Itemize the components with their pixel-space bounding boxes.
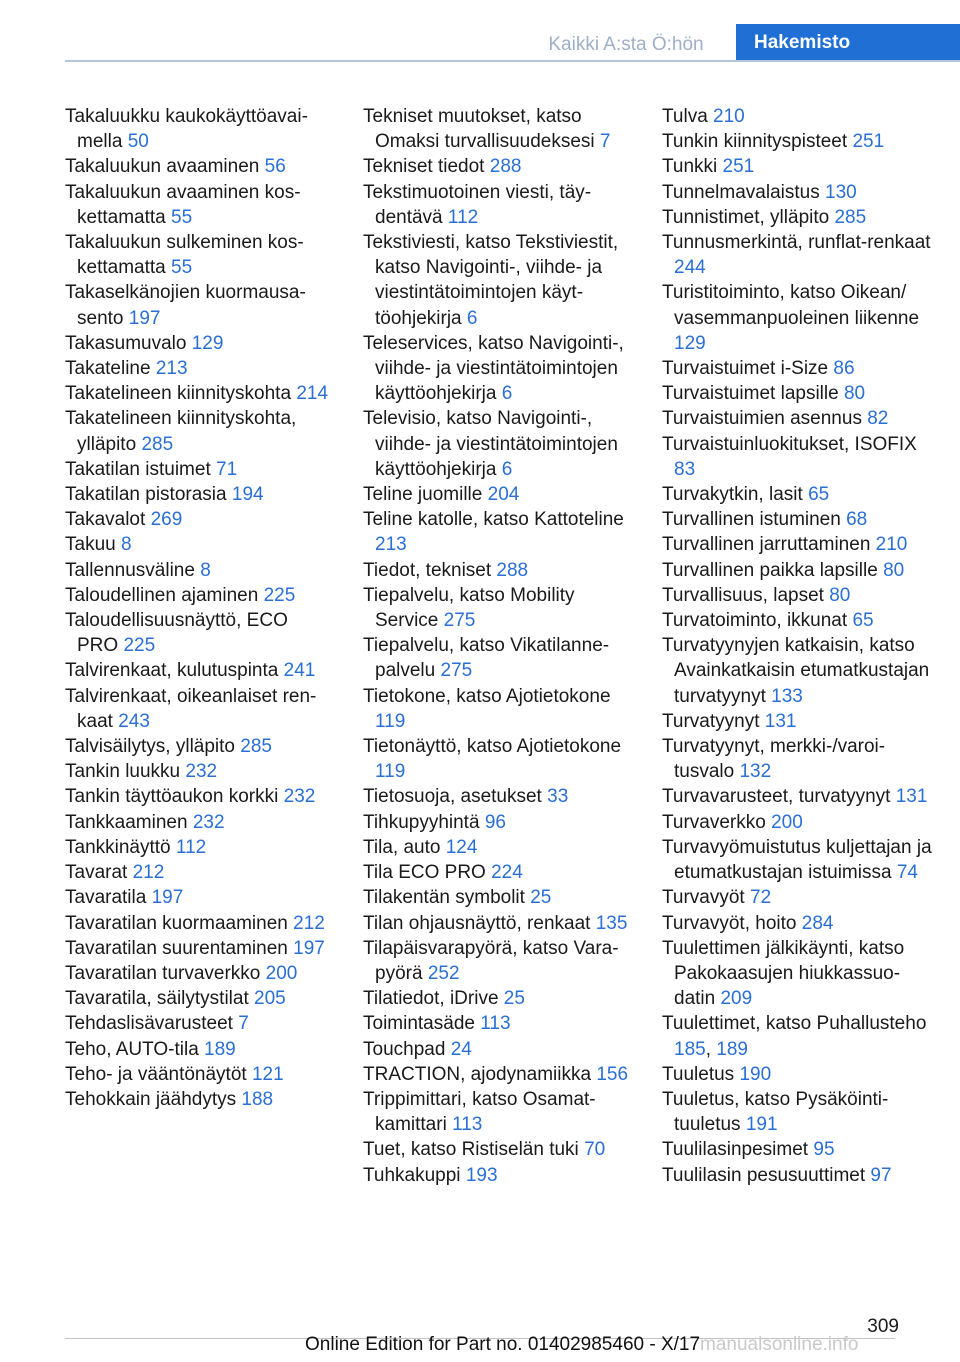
page-link[interactable]: 113: [452, 1114, 483, 1136]
index-entry-term: Tuulettimet, katso Puhallusteho: [662, 1013, 927, 1035]
index-entry-term: Toimintasäde: [363, 1013, 475, 1035]
index-entry-term: Turvaistuinluokitukset, ISOFIX: [662, 433, 917, 455]
index-entry: [662, 507, 932, 532]
index-entry-term: Turvallinen paikka lapsille: [662, 559, 878, 581]
index-entry-term: Taloudellinen ajaminen: [65, 584, 259, 606]
page-link[interactable]: 241: [283, 660, 316, 682]
index-entry-term: Tallennusväline: [65, 559, 195, 581]
index-entry-term: Televisio, katso Navigointi-, viihde- ja viestintätoimintojen käyttöohjekirja: [363, 408, 618, 480]
index-entry-term: Takateline: [65, 358, 151, 380]
page-link[interactable]: 119: [375, 761, 406, 783]
index-entry-term: Tavaratilan kuormaaminen: [65, 912, 288, 934]
index-entry: [363, 230, 631, 331]
page-link[interactable]: 232: [283, 786, 316, 808]
index-entry: [65, 558, 333, 583]
page-link[interactable]: 275: [443, 610, 476, 632]
index-entry: [363, 507, 631, 557]
page-link[interactable]: 86: [833, 358, 855, 380]
index-entry: [662, 432, 932, 482]
index-entry: [363, 885, 631, 910]
page-link[interactable]: 285: [141, 433, 174, 455]
index-entry-term: Tietosuoja, asetukset: [363, 786, 542, 808]
page-link[interactable]: 8: [120, 534, 132, 556]
edition-text: Online Edition for Part no. 01402985460 - X/17: [305, 1334, 701, 1355]
index-entry-term: Tiepalvelu, katso Mobility Service: [363, 584, 575, 632]
page-link[interactable]: 56: [264, 156, 286, 178]
index-entry-term: Takuu: [65, 534, 116, 556]
page-link[interactable]: 188: [241, 1088, 274, 1110]
page-link[interactable]: 200: [265, 962, 298, 984]
page-link[interactable]: 80: [843, 383, 866, 405]
index-entry: [662, 911, 932, 936]
page-link[interactable]: 135: [595, 912, 628, 934]
page-link[interactable]: 65: [808, 484, 830, 506]
index-entry-term: Tavaratila, säilytystilat: [65, 988, 249, 1010]
index-entry: [363, 860, 631, 885]
header-divider: [65, 60, 960, 62]
page-link[interactable]: 189: [204, 1038, 236, 1060]
index-entry: [65, 507, 333, 532]
page-link[interactable]: 24: [450, 1038, 472, 1060]
page-link[interactable]: 7: [238, 1013, 249, 1035]
index-entry: [662, 734, 932, 784]
index-entry: [65, 1011, 333, 1036]
index-entry: [65, 331, 333, 356]
index-entry-term: Tankin luukku: [65, 761, 181, 783]
index-entry-term: Teho, AUTO-tila: [65, 1038, 199, 1060]
page-link[interactable]: 55: [171, 257, 193, 279]
page-link[interactable]: 193: [465, 1164, 498, 1186]
index-entry-term: Tietokone, katso Ajotietokone: [363, 685, 611, 707]
page-link[interactable]: 194: [231, 484, 264, 506]
page-link[interactable]: 209: [720, 988, 753, 1010]
page-link[interactable]: 285: [834, 206, 867, 228]
page-link[interactable]: 25: [503, 988, 525, 1010]
page-link[interactable]: 80: [883, 559, 905, 581]
index-entry: [363, 482, 631, 507]
page-link[interactable]: 225: [123, 635, 156, 657]
index-entry-term: Turvallinen istuminen: [662, 509, 841, 531]
index-entry: [662, 129, 932, 154]
index-entry: [662, 1137, 932, 1162]
index-entry: [65, 356, 333, 381]
index-entry-term: Takaluukun avaaminen: [65, 156, 260, 178]
page-link[interactable]: 204: [487, 484, 520, 506]
index-entry-term: Turvaistuimet i-Size: [662, 358, 829, 380]
index-entry: [363, 154, 631, 179]
page-link[interactable]: 189: [716, 1038, 748, 1060]
index-entry: [662, 709, 932, 734]
index-entry: [662, 356, 932, 381]
index-entry: [65, 406, 333, 456]
page-link[interactable]: 112: [175, 836, 207, 858]
page-link[interactable]: 68: [846, 509, 868, 531]
page-link[interactable]: 213: [155, 358, 188, 380]
index-entry-term: Trippimittari, katso Osamatkamittari: [363, 1088, 596, 1136]
index-entry-term: Tunkin kiinnityspisteet: [662, 131, 848, 153]
index-entry: [363, 784, 631, 809]
page-link[interactable]: 213: [375, 534, 407, 556]
index-entry: [65, 759, 333, 784]
index-entry: [662, 608, 932, 633]
index-entry: [363, 406, 631, 482]
page-link[interactable]: 156: [596, 1063, 629, 1085]
page-link[interactable]: 95: [813, 1139, 835, 1161]
page-link[interactable]: 252: [427, 962, 460, 984]
index-entry-term: Tavaratilan suurentaminen: [65, 937, 288, 959]
index-entry-term: Takatilan pistorasia: [65, 484, 227, 506]
index-entry: [662, 784, 932, 809]
index-entry-term: Tavaratilan turvaverkko: [65, 962, 261, 984]
page-link[interactable]: 224: [491, 862, 523, 884]
index-entry: [65, 860, 333, 885]
index-entry-term: Turvavyömuistutus kuljettajan ja etumatkustajan istuimissa: [662, 836, 932, 884]
index-entry-term: Turvaistuimet lapsille: [662, 383, 839, 405]
page-link[interactable]: 6: [501, 458, 513, 480]
page-link[interactable]: 25: [530, 887, 552, 909]
page-link[interactable]: 6: [466, 307, 478, 329]
index-entry-term: Tankin täyttöaukon korkki: [65, 786, 279, 808]
index-entry-term: Tihkupyyhintä: [363, 811, 480, 833]
index-entry: Tuulettimet, katso Puhallusteho 185, 189: [662, 1013, 927, 1060]
index-entry: [65, 911, 333, 936]
page-link[interactable]: 251: [722, 156, 755, 178]
page-header: [0, 24, 960, 62]
index-entry: [363, 583, 631, 633]
index-entry-term: Tilakentän symbolit: [363, 887, 525, 909]
page-link[interactable]: 74: [896, 862, 918, 884]
page-link[interactable]: 113: [480, 1013, 511, 1035]
index-entry: [65, 684, 333, 734]
index-entry-term: Tila ECO PRO: [363, 862, 486, 884]
index-entry: [662, 205, 932, 230]
index-entry: [363, 734, 631, 784]
page-link[interactable]: 285: [240, 736, 272, 758]
watermark: manualsonline.info: [700, 1334, 859, 1355]
index-column-3: [662, 104, 932, 1188]
index-entry-term: Turvaistuimien asennus: [662, 408, 862, 430]
page-link[interactable]: 50: [127, 131, 149, 153]
index-entry: [65, 608, 333, 658]
page-link[interactable]: 210: [713, 106, 745, 127]
page-link[interactable]: 275: [440, 660, 473, 682]
index-entry: [363, 936, 631, 986]
index-entry: [662, 230, 932, 280]
page-link[interactable]: 288: [489, 156, 522, 178]
index-entry: [65, 280, 333, 330]
index-entry: [662, 406, 932, 431]
index-entry-term: Talvisäilytys, ylläpito: [65, 736, 235, 758]
page-link[interactable]: 185: [674, 1038, 706, 1060]
index-entry: [65, 734, 333, 759]
page-number: 309: [867, 1316, 899, 1337]
page-link[interactable]: 288: [496, 559, 529, 581]
page-link[interactable]: 70: [584, 1139, 606, 1161]
page-link[interactable]: 225: [263, 584, 296, 606]
index-entry: [662, 180, 932, 205]
index-entry-term: Takavalot: [65, 509, 146, 531]
index-entry: [662, 633, 932, 709]
index-entry: [65, 1062, 333, 1087]
page-link[interactable]: 197: [293, 937, 325, 959]
page-link[interactable]: 65: [852, 610, 874, 632]
page-link[interactable]: 121: [251, 1063, 284, 1085]
page-link[interactable]: 131: [895, 786, 928, 808]
index-entry-term: Takaluukun sulkeminen koskettamatta: [65, 232, 304, 279]
index-entry: [363, 684, 631, 734]
index-entry: [662, 835, 932, 885]
index-entry-term: Turvavyöt: [662, 887, 745, 909]
index-entry-term: Tunkki: [662, 156, 718, 178]
index-entry: [662, 936, 932, 1012]
index-entry-term: Tehokkain jäähdytys: [65, 1088, 237, 1110]
page-link[interactable]: 96: [484, 811, 506, 833]
index-entry: [662, 532, 932, 557]
index-entry-term: Tunnusmerkintä, runflat-renkaat: [662, 232, 931, 254]
page-link[interactable]: 243: [118, 710, 150, 732]
index-entry-term: Taloudellisuusnäyttö, ECO PRO: [65, 610, 288, 657]
index-entry: [65, 1037, 333, 1062]
page-link[interactable]: 71: [216, 458, 238, 480]
page-link[interactable]: 200: [771, 811, 803, 833]
index-entry-term: Tuulettimen jälkikäynti, katso Pakokaasujen hiukkassuodatin: [662, 937, 905, 1010]
index-entry-term: Turvallinen jarruttaminen: [662, 534, 871, 556]
index-entry-term: TRACTION, ajodynamiikka: [363, 1063, 592, 1085]
index-entry: [662, 280, 932, 356]
index-entry-term: Talvirenkaat, kulutuspinta: [65, 660, 279, 682]
index-entry-term: Tehdaslisävarusteet: [65, 1013, 233, 1035]
page-link[interactable]: 7: [599, 131, 611, 153]
page-link[interactable]: 190: [739, 1063, 772, 1085]
page-link[interactable]: 130: [825, 181, 857, 203]
index-entry: [662, 583, 932, 608]
index-entry-term: Takaluukku kaukokäyttöavaimella: [65, 106, 308, 153]
index-entry: [65, 658, 333, 683]
index-entry-term: Tila, auto: [363, 836, 441, 858]
page-link[interactable]: 197: [151, 887, 184, 909]
index-entry-term: Tilan ohjausnäyttö, renkaat: [363, 912, 591, 934]
index-entry: [363, 986, 631, 1011]
index-entry-term: Tiedot, tekniset: [363, 559, 492, 581]
index-entry-term: Tankkaaminen: [65, 811, 188, 833]
page-link[interactable]: 80: [829, 584, 851, 606]
index-entry: [363, 331, 631, 407]
index-entry: [65, 986, 333, 1011]
page-link[interactable]: 191: [745, 1114, 778, 1136]
index-entry-term: Teleservices, katso Navigointi-, viihde- ja viestintätoimintojen käyttöohjekirja: [363, 332, 624, 405]
tab-index[interactable]: Hakemisto: [736, 24, 960, 62]
index-entry-term: Tunnelmavalaistus: [662, 181, 820, 203]
index-entry: [363, 1011, 631, 1036]
index-entry: [65, 961, 333, 986]
index-entry-term: Tuuletus: [662, 1063, 735, 1085]
page-link[interactable]: 33: [547, 786, 569, 808]
page-link[interactable]: 83: [674, 458, 696, 480]
index-entry: [65, 835, 333, 860]
index-entry-term: Turistitoiminto, katso Oikean/ vasemmanpuoleinen liikenne: [662, 282, 920, 329]
index-entry: [65, 810, 333, 835]
index-entry: [662, 810, 932, 835]
index-entry-term: Takaluukun avaaminen koskettamatta: [65, 181, 301, 228]
index-entry-term: Tietonäyttö, katso Ajotietokone: [363, 736, 622, 758]
page-link[interactable]: 55: [171, 206, 193, 228]
index-entry: [662, 154, 932, 179]
index-entry: [65, 154, 333, 179]
index-entry: [65, 104, 333, 154]
page-link[interactable]: 8: [200, 559, 211, 581]
index-entry: [363, 810, 631, 835]
index-entry: [65, 230, 333, 280]
index-entry: [363, 1163, 631, 1188]
page-link[interactable]: 232: [185, 761, 218, 783]
index-entry-term: Turvatoiminto, ikkunat: [662, 610, 848, 632]
index-entry-term: Tekniset tiedot: [363, 156, 485, 178]
index-entry: [65, 482, 333, 507]
page-link[interactable]: 112: [447, 206, 479, 228]
page-link[interactable]: 133: [771, 685, 803, 707]
page-link[interactable]: 214: [296, 383, 329, 405]
index-entry-term: Tulva: [662, 106, 708, 127]
index-entry-term: Tiepalvelu, katso Vikatilannepalvelu: [363, 635, 610, 682]
index-entry: [662, 1163, 932, 1188]
index-entry-term: Tekstiviesti, katso Tekstiviestit, katso Navigointi-, viihde- ja viestintätoimintojen käyttöohjekirja: [363, 232, 619, 329]
index-entry-term: Takaselkänojien kuormausasento: [65, 282, 306, 329]
index-entry: [65, 381, 333, 406]
page-link[interactable]: 119: [375, 710, 406, 732]
index-entry-term: Tekstimuotoinen viesti, täydentävä: [363, 181, 592, 228]
page-link[interactable]: 82: [867, 408, 889, 430]
index-entry: [363, 104, 631, 154]
page-link[interactable]: 205: [254, 988, 286, 1010]
index-entry-term: Takasumuvalo: [65, 332, 187, 354]
index-entry: [662, 381, 932, 406]
page-link[interactable]: 6: [501, 383, 513, 405]
index-entry-term: Teline juomille: [363, 484, 483, 506]
index-entry-term: Turvavyöt, hoito: [662, 912, 797, 934]
index-entry-term: Tunnistimet, ylläpito: [662, 206, 830, 228]
page-link[interactable]: 197: [128, 307, 161, 329]
index-entry-term: Turvatyynyt, merkki-/varoitusvalo: [662, 736, 886, 783]
page-link[interactable]: 212: [132, 862, 165, 884]
index-entry-term: Talvirenkaat, oikeanlaiset renkaat: [65, 685, 317, 732]
page-link[interactable]: 129: [191, 332, 224, 354]
page-link[interactable]: 97: [870, 1164, 892, 1186]
index-entry-term: Takatelineen kiinnityskohta: [65, 383, 292, 405]
index-entry-term: Tankkinäyttö: [65, 836, 171, 858]
page-link[interactable]: 210: [875, 534, 908, 556]
index-entry-term: Turvatyynyt: [662, 710, 760, 732]
index-entry: [662, 104, 932, 129]
index-entry-term: Tavaratila: [65, 887, 147, 909]
index-entry-term: Tilapäisvarapyörä, katso Varapyörä: [363, 937, 619, 984]
index-entry-term: Tuet, katso Ristiselän tuki: [363, 1139, 579, 1161]
index-entry: [65, 1087, 333, 1112]
index-entry: [662, 482, 932, 507]
index-entry-term: Takatilan istuimet: [65, 458, 211, 480]
index-entry: [65, 885, 333, 910]
index-column-2: [363, 104, 631, 1188]
index-entry: [363, 911, 631, 936]
page-link[interactable]: 72: [750, 887, 772, 909]
page-link[interactable]: 131: [764, 710, 797, 732]
page-link[interactable]: 132: [739, 761, 772, 783]
index-entry: [363, 558, 631, 583]
index-entry-term: Tuulilasinpesimet: [662, 1139, 809, 1161]
index-entry-term: Turvaverkko: [662, 811, 766, 833]
index-entry: [363, 633, 631, 683]
page-link[interactable]: 124: [445, 836, 478, 858]
index-entry-term: Tuuletus, katso Pysäköintituuletus: [662, 1088, 889, 1136]
index-entry-term: Turvavarusteet, turvatyynyt: [662, 786, 891, 808]
index-entry-term: Turvatyynyjen katkaisin, katso Avainkatkaisin etumatkustajan turvatyynyt: [662, 635, 930, 707]
index-entry: [363, 1037, 631, 1062]
index-entry-term: Tekniset muutokset, katso Omaksi turvallisuudeksesi: [363, 106, 595, 153]
index-entry: [363, 1137, 631, 1162]
index-entry: [65, 936, 333, 961]
index-entry: [65, 532, 333, 557]
index-entry: [662, 1062, 932, 1087]
index-column-1: [65, 104, 333, 1112]
index-entry: [662, 1087, 932, 1137]
page-link[interactable]: 232: [192, 811, 225, 833]
index-entry-term: Teho- ja vääntönäytöt: [65, 1063, 247, 1085]
index-entry-term: Tuhkakuppi: [363, 1164, 461, 1186]
index-entry: [363, 835, 631, 860]
index-entry-term: Tavarat: [65, 862, 128, 884]
index-entry: [363, 1062, 631, 1087]
page-link[interactable]: 129: [674, 332, 706, 354]
index-entry-term: Turvallisuus, lapset: [662, 584, 824, 606]
index-entry-term: Teline katolle, katso Kattoteline: [363, 509, 624, 531]
page-link[interactable]: 251: [852, 131, 885, 153]
page-link[interactable]: 212: [293, 912, 325, 934]
index-entry: [65, 457, 333, 482]
index-entry: [65, 784, 333, 809]
index-entry: [363, 1087, 631, 1137]
index-entry-term: Tuulilasin pesusuuttimet: [662, 1164, 866, 1186]
page-link[interactable]: 269: [150, 509, 183, 531]
tab-all-a-to-o[interactable]: Kaikki A:sta Ö:hön: [548, 34, 704, 55]
index-entry-term: Takatelineen kiinnityskohta, ylläpito: [65, 408, 297, 455]
index-entry: [65, 180, 333, 230]
index-entry: [363, 180, 631, 230]
index-entry: [662, 558, 932, 583]
index-entry-term: Tilatiedot, iDrive: [363, 988, 499, 1010]
index-entry: [662, 885, 932, 910]
index-entry: [65, 583, 333, 608]
index-entry-term: Touchpad: [363, 1038, 446, 1060]
page-link[interactable]: 244: [674, 257, 706, 279]
page-link[interactable]: 284: [801, 912, 834, 934]
index-entry-term: Turvakytkin, lasit: [662, 484, 803, 506]
